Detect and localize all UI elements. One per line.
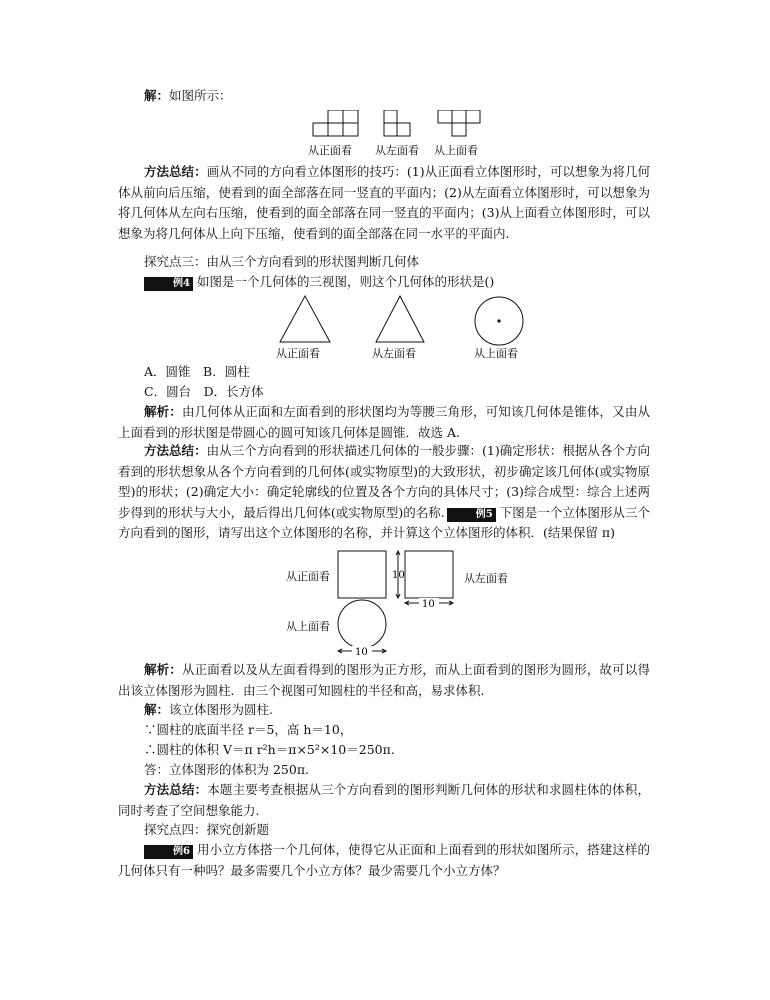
three-views-figure-1: [308, 110, 498, 158]
explore-point-4: 探究点四：探究创新题: [144, 822, 270, 837]
method-summary-3: 方法总结：本题主要考查根据从三个方向看到的图形判断几何体的形状和求圆柱体的体积，同时考查了空间想象能力.: [118, 782, 650, 818]
left-square: [405, 551, 453, 598]
solution-1: [118, 86, 650, 107]
cylinder-views-figure: [278, 548, 638, 658]
analysis-4: 解析：由几何体从正面和左面看到的形状图均为等腰三角形，可知该几何体是锥体，又由从上面看到的形状图是带圆心的圆可知该几何体是圆锥．故选 A.: [118, 404, 650, 440]
label-front: 从正面看: [308, 144, 352, 157]
options-line-1: A．圆锥 B．圆柱: [144, 364, 250, 379]
svg-text:从正面看: 从正面看: [276, 347, 320, 360]
left-triangle: [376, 296, 424, 342]
svg-text:从正面看: 从正面看: [286, 570, 330, 583]
analysis-5: 解析：从正面看以及从左面看得到的图形为正方形，而从上面看到的图形为圆形，故可以得出该立体图形为圆柱．由三个视图可知圆柱的半径和高，易求体积.: [118, 662, 650, 698]
left-view-grid: [384, 110, 410, 136]
svg-text:从左面看: 从左面看: [464, 572, 508, 585]
solution-5-line-2: ∵圆柱的底面半径 r＝5，高 h＝10，: [144, 722, 353, 737]
example-tag: 例5: [447, 508, 496, 522]
example-tag: 例4: [144, 277, 193, 291]
svg-text:10: 10: [422, 599, 435, 610]
three-views-figure-4: [268, 294, 568, 362]
svg-text:10: 10: [355, 647, 368, 658]
solution-text: 如图所示：: [169, 88, 232, 103]
method-summary-2: 方法总结：由从三个方向看到的形状描述几何体的一般步骤：(1)确定形状：根据从各个方向看到的形状想象从各个方向看到的几何体(或实物原型)的大致形状，初步确定该几何体(或实物原型)的形状；(2)确定大小：确定轮廓线的位置及各个方向的具体尺寸；(3)综合成型：综合上述两步得到的形状与大小，最后得出几何体(或实物原型)的名称. 例5 下图是一个立体图形从三个方向看到的图形，请写出这个立体图形的名称，并计算这个立体图形的体积．(结果保留 π): [118, 443, 650, 540]
svg-text:10: 10: [392, 570, 405, 581]
svg-text:从上面看: 从上面看: [286, 620, 330, 633]
example-6: 例6 用小立方体搭一个几何体，使得它从正面和上面看到的形状如图所示，搭建这样的几何体只有一种吗？最多需要几个小立方体？最少需要几个小立方体？: [118, 842, 650, 878]
solution-5-line-3: ∴圆柱的体积 V＝π r²h＝π×5²×10＝250π.: [144, 742, 395, 757]
top-circle: [338, 600, 386, 648]
label-top: 从上面看: [434, 144, 478, 157]
method-summary-1: 方法总结：画从不同的方向看立体图形的技巧：(1)从正面看立体图形时，可以想象为将几何体从前向后压缩，使看到的面全部落在同一竖直的平面内；(2)从左面看立体图形时，可以想象为将几何体从左向右压缩，使看到的面全部落在同一竖直的平面内；(3)从上面看立体图形时，可以想象为将几何体从上向下压缩，使看到的面全部落在同一水平的平面内.: [118, 164, 650, 241]
options-line-2: C．圆台 D．长方体: [144, 384, 264, 399]
example-4: 例4 如图是一个几何体的三视图，则这个几何体的形状是(): [118, 272, 650, 293]
front-view-grid: [313, 110, 358, 136]
label-left: 从左面看: [375, 144, 419, 157]
example-tag: 例6: [144, 845, 193, 859]
top-view-grid: [438, 110, 480, 136]
solution-5-line-1: 解：该立体图形为圆柱.: [144, 702, 273, 717]
front-square: [338, 551, 386, 598]
solution-5-line-4: 答：立体图形的体积为 250π.: [144, 762, 310, 777]
svg-text:从上面看: 从上面看: [474, 347, 518, 360]
front-triangle: [280, 296, 330, 342]
solution-label: 解：: [144, 88, 170, 103]
circle-center: [497, 319, 500, 322]
svg-text:从左面看: 从左面看: [372, 347, 416, 360]
explore-point-3: 探究点三：由从三个方向看到的形状图判断几何体: [144, 254, 420, 269]
